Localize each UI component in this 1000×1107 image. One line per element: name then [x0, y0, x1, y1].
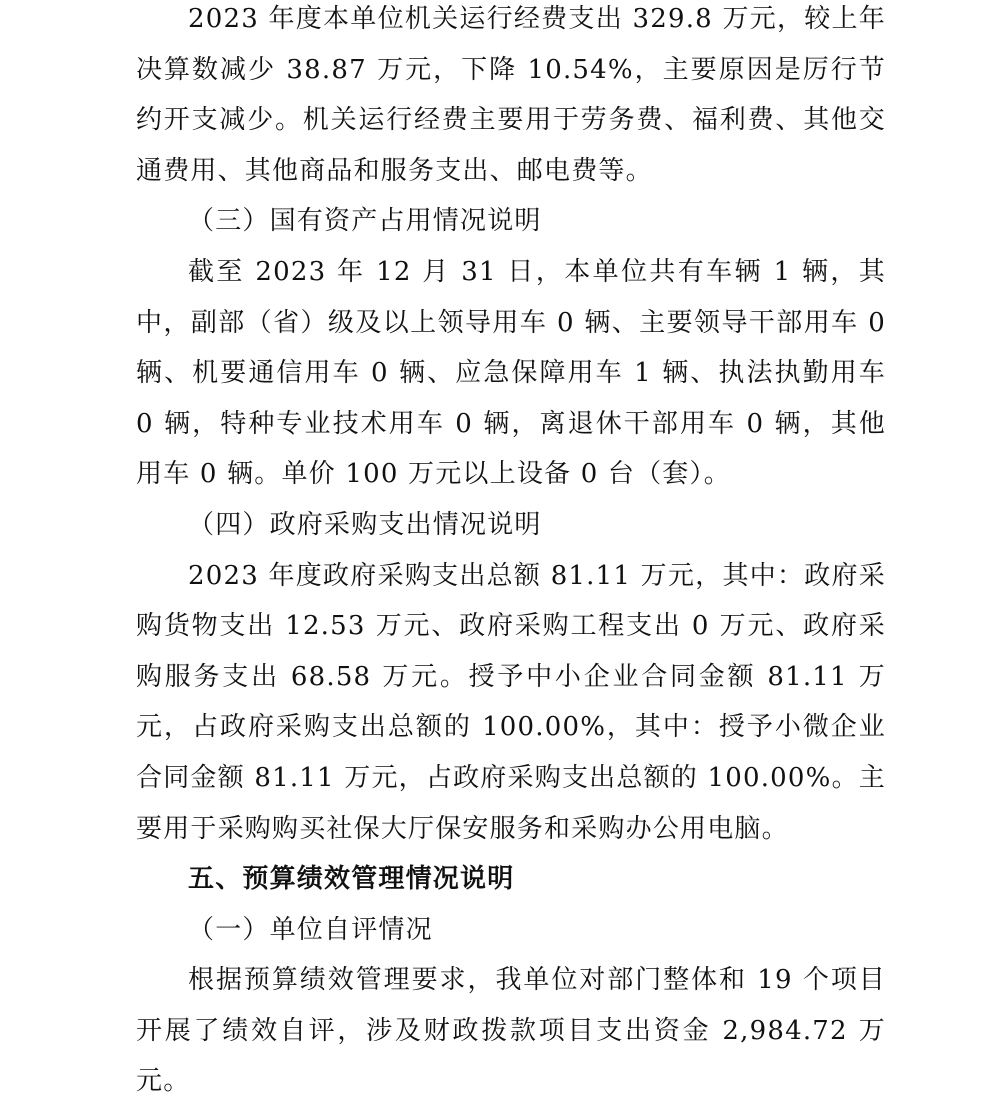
subheading-government-procurement: （四）政府采购支出情况说明	[188, 509, 542, 540]
document-page	[136, 0, 886, 1107]
paragraph-vehicles: 截至 2023 年 12 月 31 日，本单位共有车辆 1 辆，其中，副部（省）级及以上领导用车 0 辆、主要领导干部用车 0 辆、机要通信用车 0 辆、应急保障用车 1 辆、执法执勤用车 0 辆，特种专业技术用车 0 辆，离退休干部用车 0 辆，其他用车 0 辆。单价 100 万元以上设备 0 台（套）。	[136, 256, 886, 490]
subheading-self-evaluation: （一）单位自评情况	[188, 914, 433, 945]
paragraph-procurement: 2023 年度政府采购支出总额 81.11 万元，其中：政府采购货物支出 12.53 万元、政府采购工程支出 0 万元、政府采购服务支出 68.58 万元。授予中小企业合同金额 81.11 万元，占政府采购支出总额的 100.00%，其中：授予小微企业合同金额 81.11 万元，占政府采购支出总额的 100.00%。主要用于采购购买社保大厅保安服务和采购办公用电脑。	[136, 560, 886, 844]
paragraph-self-evaluation: 根据预算绩效管理要求，我单位对部门整体和 19 个项目开展了绩效自评，涉及财政拨款项目支出资金 2,984.72 万元。	[136, 965, 886, 1097]
subheading-state-assets: （三）国有资产占用情况说明	[188, 206, 542, 237]
section-heading-performance: 五、预算绩效管理情况说明	[188, 864, 515, 895]
paragraph-operating-expenses: 2023 年度本单位机关运行经费支出 329.8 万元，较上年决算数减少 38.87 万元，下降 10.54%，主要原因是厉行节约开支减少。机关运行经费主要用于劳务费、福利费、其他交通费用、其他商品和服务支出、邮电费等。	[136, 4, 886, 186]
